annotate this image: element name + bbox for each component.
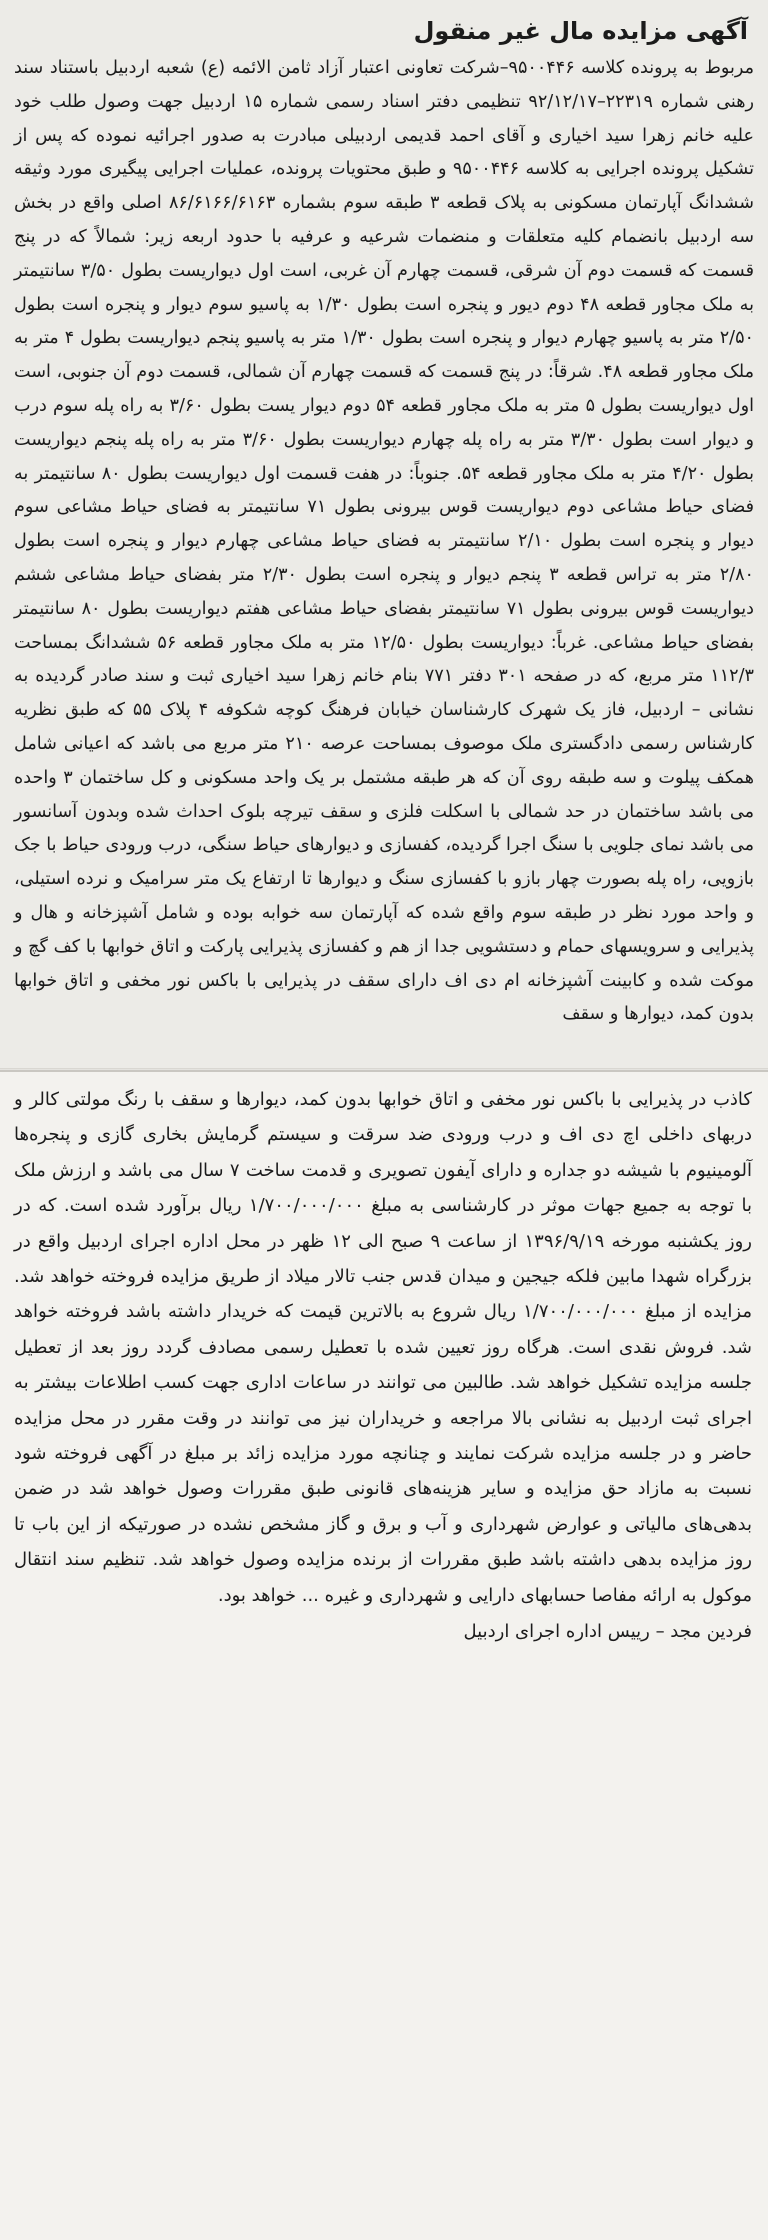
notice-clipping-bottom — [0, 1070, 768, 2240]
notice-clipping-top — [0, 0, 768, 1070]
notice-body-part1: مربوط به پرونده کلاسه ۹۵۰۰۴۴۶–شرکت تعاونی اعتبار آزاد ثامن الائمه (ع) شعبه اردبیل باستناد سند رهنی شماره ۲۲۳۱۹–۹۲/۱۲/۱۷ تنظیمی دفتر اسناد رسمی شماره ۱۵ اردبیل جهت وصول طلب خود علیه خانم زهرا سید اخیاری و آقای احمد قدیمی اردبیلی مبادرت به صدور اجرائیه نموده که پس از تشکیل پرونده اجرایی به کلاسه ۹۵۰۰۴۴۶ و طبق محتویات پرونده، عملیات اجرایی پیگیری مورد وثیقه ششدانگ آپارتمان مسکونی به پلاک قطعه ۳ طبقه سوم بشماره ۸۶/۶۱۶۶/۶۱۶۳ اصلی واقع در بخش سه اردبیل بانضمام کلیه متعلقات و منضمات شرعیه و عرفیه با حدود اربعه زیر: شمالاً که در پنج قسمت که قسمت دوم آن شرقی، قسمت چهارم آن غربی، است اول دیواریست بطول ۳/۵۰ سانتیمتر به ملک مجاور قطعه ۴۸ دوم دیور و پنجره است بطول ۱/۳۰ به پاسیو سوم دیوار و پنجره است بطول ۲/۵۰ متر به پاسیو چهارم دیوار و پنجره است بطول ۱/۳۰ متر به پاسیو پنجم دیواریست بطول ۴ متر به ملک مجاور قطعه ۴۸. شرقاً: در پنج قسمت که قسمت چهارم آن شمالی، قسمت دوم آن جنوبی، است اول دیواریست بطول ۵ متر به ملک مجاور قطعه ۵۴ دوم دیوار یست بطول ۳/۶۰ به راه پله سوم درب و دیوار است بطول ۳/۳۰ متر به راه پله چهارم دیواریست بطول ۳/۶۰ متر به راه پله پنجم دیواریست بطول ۴/۲۰ متر به ملک مجاور قطعه ۵۴. جنوباً: در هفت قسمت اول دیواریست بطول ۸۰ سانتیمتر به فضای حیاط مشاعی دوم دیواریست قوس بیرونی بطول ۷۱ سانتیمتر به فضای حیاط مشاعی سوم دیوار و پنجره است بطول ۲/۱۰ سانتیمتر به فضای حیاط مشاعی چهارم دیوار و پنجره است بطول ۲/۸۰ متر به تراس قطعه ۳ پنجم دیوار و پنجره است بطول ۲/۳۰ متر بفضای حیاط مشاعی ششم دیواریست قوس بیرونی بطول ۷۱ سانتیمتر بفضای حیاط مشاعی هفتم دیواریست بطول ۸۰ سانتیمتر بفضای حیاط مشاعی. غرباً: دیواریست بطول ۱۲/۵۰ متر به ملک مجاور قطعه ۵۶ ششدانگ بمساحت ۱۱۲/۳ متر مربع، که در صفحه ۳۰۱ دفتر ۷۷۱ بنام خانم زهرا سید اخیاری ثبت و سند صادر گردیده به نشانی – اردبیل، فاز یک شهرک کارشناسان خیابان فرهنگ کوچه شکوفه ۴ پلاک ۵۵ که طبق نظریه کارشناس رسمی دادگستری ملک موصوف بمساحت عرصه ۲۱۰ متر مربع می باشد که اعیانی شامل همکف پیلوت و سه طبقه روی آن که هر طبقه مشتمل بر یک واحد مسکونی و کل ساختمان ۳ واحده می باشد ساختمان در حد شمالی با اسکلت فلزی و سقف تیرچه بلوک احداث شده وبدون آسانسور می باشد نمای جلویی با سنگ اجرا گردیده، کفسازی و دیوارهای حیاط سنگی، درب ورودی حیاط با جک بازویی، راه پله بصورت چهار بازو با کفسازی سنگ و دیوارها تا ارتفاع یک متر سرامیک و نرده استیلی، و واحد مورد نظر در طبقه سوم واقع شده که آپارتمان سه خوابه بوده و شامل آشپزخانه و هال و پذیرایی و سرویسهای حمام و دستشویی جدا از هم و کفسازی پذیرایی پارکت و اتاق خوابها با کف گچ و موکت شده و کابینت آشپزخانه ام دی اف دارای سقف در پذیرایی با باکس نور مخفی و اتاق خوابها بدون کمد، دیوارها و سقف — [14, 58, 755, 1025]
notice-title: آگهی مزایده مال غیر منقول — [413, 17, 748, 45]
notice-body-part2: کاذب در پذیرایی با باکس نور مخفی و اتاق خوابها بدون کمد، دیوارها و سقف با رنگ مولتی کالر و دربهای داخلی اچ دی اف و درب ورودی ضد سرقت و سیستم گرمایش بخاری گازی و پنجره‌ها آلومینیوم با شیشه دو جداره و دارای آیفون تصویری و قدمت ساخت ۷ سال می باشد و ارزش ملک با توجه به جمیع جهات موثر در کارشناسی به مبلغ ۱/۷۰۰/۰۰۰/۰۰۰ ریال برآورد شده است. که در روز یکشنبه مورخه ۱۳۹۶/۹/۱۹ از ساعت ۹ صبح الی ۱۲ ظهر در محل اداره اجرای اردبیل واقع در بزرگراه شهدا مابین فلکه جیجین و میدان قدس جنب تالار میلاد از طریق مزایده فروخته خواهد شد. مزایده از مبلغ ۱/۷۰۰/۰۰۰/۰۰۰ ریال شروع به بالاترین قیمت که خریدار داشته باشد فروخته خواهد شد. فروش نقدی است. هرگاه روز تعیین شده با تعطیل رسمی مصادف گردد روز بعد از تعطیل جلسه مزایده تشکیل خواهد شد. طالبین می توانند در ساعات اداری جهت کسب اطلاعات بیشتر به اجرای ثبت اردبیل به نشانی بالا مراجعه و خریداران نیز می توانند در وقت مقرر در محل مزایده حاضر و در جلسه مزایده شرکت نمایند و چنانچه مورد مزایده زائد بر مبلغ در آگهی فروخته شود نسبت به مازاد حق مزایده و سایر هزینه‌های قانونی طبق مقررات وصول خواهد شد در ضمن بدهی‌های مالیاتی و عوارض شهرداری و آب و برق و گاز مشخص نشده در صورتیکه از این باب تا روز مزایده بدهی داشته باشد طبق مقررات از برنده مزایده وصول خواهد شد. تنظیم سند انتقال موکول به ارائه مفاصا حسابهای دارایی و شهرداری و غیره ... خواهد بود. — [14, 1089, 753, 1606]
notice-signature: فردین مجد – رییس اداره اجرای اردبیل — [463, 1621, 752, 1643]
